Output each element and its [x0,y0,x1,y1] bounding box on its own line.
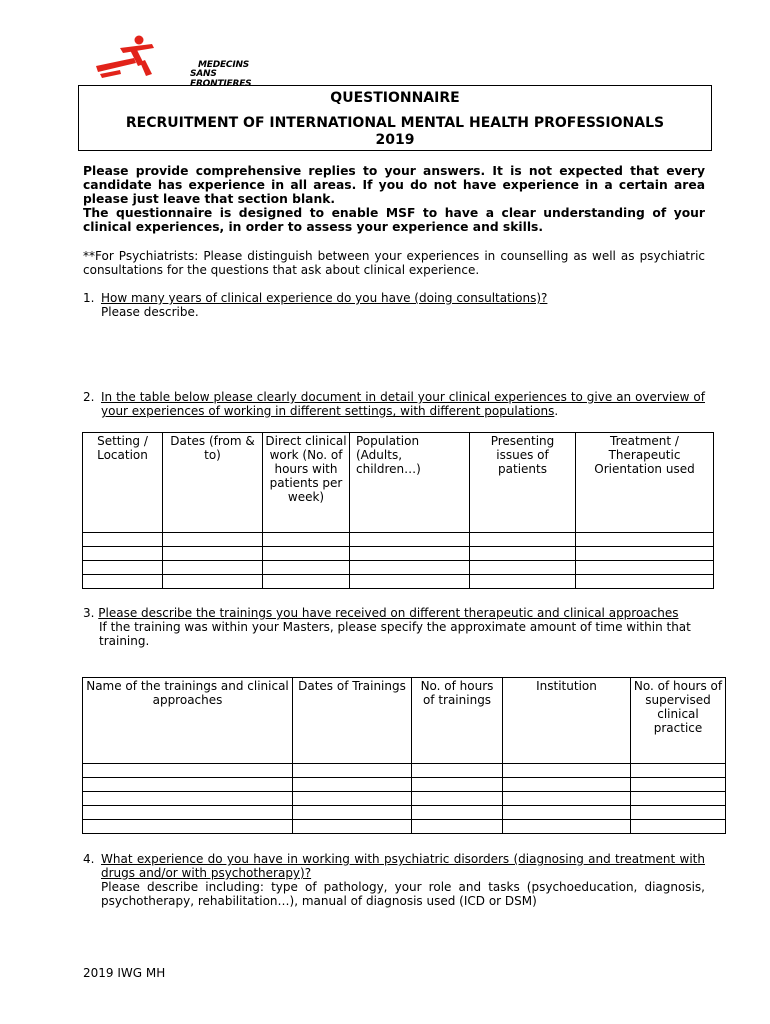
table-cell[interactable] [470,547,576,561]
question-4-text: What experience do you have in working with psychiatric disorders (diagnosing and treatment with drugs and/or with psychotherapy)? [101,852,705,880]
title-box [78,85,712,151]
table-cell[interactable] [83,547,163,561]
question-2 [83,390,705,418]
table-cell[interactable] [631,806,726,820]
table-cell[interactable] [83,806,293,820]
table-row [83,561,714,575]
table-cell[interactable] [263,547,350,561]
table-cell[interactable] [263,561,350,575]
table-cell[interactable] [503,764,631,778]
table-header-row [83,433,714,533]
question-2-period: . [554,404,559,418]
table-row [83,778,726,792]
table-cell[interactable] [83,778,293,792]
question-3-number: 3. [83,606,95,620]
table-cell[interactable] [631,764,726,778]
page-title: QUESTIONNAIRE [330,90,460,106]
table-cell[interactable] [83,533,163,547]
table-cell[interactable] [470,561,576,575]
question-4-instruction: Please describe including: type of pathology, your role and tasks (psychoeducation, diagnosis, psychotherapy, rehabilitation…), manual of diagnosis used (ICD or DSM) [101,880,705,908]
table-cell[interactable] [470,533,576,547]
table-cell[interactable] [576,575,714,589]
question-2-text: In the table below please clearly document in detail your clinical experiences to give an overview of your experiences of working in different settings, with different populations [101,390,705,418]
table-cell[interactable] [503,820,631,834]
table-cell[interactable] [163,561,263,575]
page-subtitle [79,115,711,149]
header-setting: Setting / Location [83,433,163,533]
msf-logo [90,34,252,89]
table-cell[interactable] [412,792,503,806]
table-cell[interactable] [350,561,470,575]
logo-line1: MEDECINS [198,60,250,70]
table-cell[interactable] [412,778,503,792]
table-cell[interactable] [83,792,293,806]
table-cell[interactable] [576,533,714,547]
table-cell[interactable] [263,533,350,547]
header-institution: Institution [503,678,631,764]
table-cell[interactable] [412,806,503,820]
intro-paragraph-2: The questionnaire is designed to enable MSF to have a clear understanding of your clinical experiences, in order to assess your experience and skills. [83,206,705,234]
question-1 [83,291,705,319]
table-cell[interactable] [470,575,576,589]
question-3 [83,606,705,648]
trainings-table [82,677,726,834]
subtitle-line1: RECRUITMENT OF INTERNATIONAL MENTAL HEALTH PROFESSIONALS [125,115,665,131]
question-4 [83,852,705,908]
table-row [83,764,726,778]
header-training-dates: Dates of Trainings [293,678,412,764]
header-presenting-issues: Presenting issues of patients [470,433,576,533]
table-cell[interactable] [163,533,263,547]
header-dates: Dates (from & to) [163,433,263,533]
table-cell[interactable] [293,820,412,834]
page-footer: 2019 IWG MH [83,966,166,980]
table-cell[interactable] [412,764,503,778]
logo-line2: SANS FRONTIERES [190,69,252,89]
header-treatment: Treatment / Therapeutic Orientation used [576,433,714,533]
header-population: Population (Adults, children…) [350,433,470,533]
table-cell[interactable] [83,561,163,575]
header-supervised-hours: No. of hours of supervised clinical practice [631,678,726,764]
table-cell[interactable] [350,533,470,547]
table-cell[interactable] [631,792,726,806]
table-row [83,806,726,820]
table-cell[interactable] [576,547,714,561]
table-cell[interactable] [503,806,631,820]
table-cell[interactable] [293,764,412,778]
table-cell[interactable] [350,547,470,561]
table-cell[interactable] [293,792,412,806]
table-cell[interactable] [503,778,631,792]
clinical-experience-table [82,432,714,589]
table-cell[interactable] [83,764,293,778]
question-3-instruction: If the training was within your Masters, please specify the approximate amount of time within that training. [99,620,691,648]
table-cell[interactable] [503,792,631,806]
table-cell[interactable] [163,575,263,589]
table-cell[interactable] [576,561,714,575]
table-cell[interactable] [163,547,263,561]
intro-paragraph-1: Please provide comprehensive replies to your answers. It is not expected that every candidate has experience in all areas. If you do not have experience in a certain area please just leave that section blank. [83,164,705,206]
table-cell[interactable] [83,820,293,834]
table-row [83,575,714,589]
question-1-instruction: Please describe. [101,305,199,319]
question-2-number: 2. [83,390,95,404]
header-training-hours: No. of hours of trainings [412,678,503,764]
question-1-number: 1. [83,291,95,305]
table-cell[interactable] [293,778,412,792]
table-cell[interactable] [631,820,726,834]
table-row [83,533,714,547]
table-cell[interactable] [412,820,503,834]
table-row [83,820,726,834]
table-cell[interactable] [83,575,163,589]
question-4-number: 4. [83,852,95,866]
table-cell[interactable] [350,575,470,589]
table-cell[interactable] [263,575,350,589]
table-header-row [83,678,726,764]
question-3-text: Please describe the trainings you have received on different therapeutic and clinical approaches [98,606,679,620]
table-cell[interactable] [631,778,726,792]
subtitle-line2: 2019 [375,132,415,148]
header-training-name: Name of the trainings and clinical approaches [83,678,293,764]
question-1-text: How many years of clinical experience do you have (doing consultations)? [101,291,548,305]
table-cell[interactable] [293,806,412,820]
header-direct-clinical-work: Direct clinical work (No. of hours with patients per week) [263,433,350,533]
table-row [83,547,714,561]
table-row [83,792,726,806]
psychiatrists-note: **For Psychiatrists: Please distinguish between your experiences in counselling as well as psychiatric consultations for the questions that ask about clinical experience. [83,249,705,277]
